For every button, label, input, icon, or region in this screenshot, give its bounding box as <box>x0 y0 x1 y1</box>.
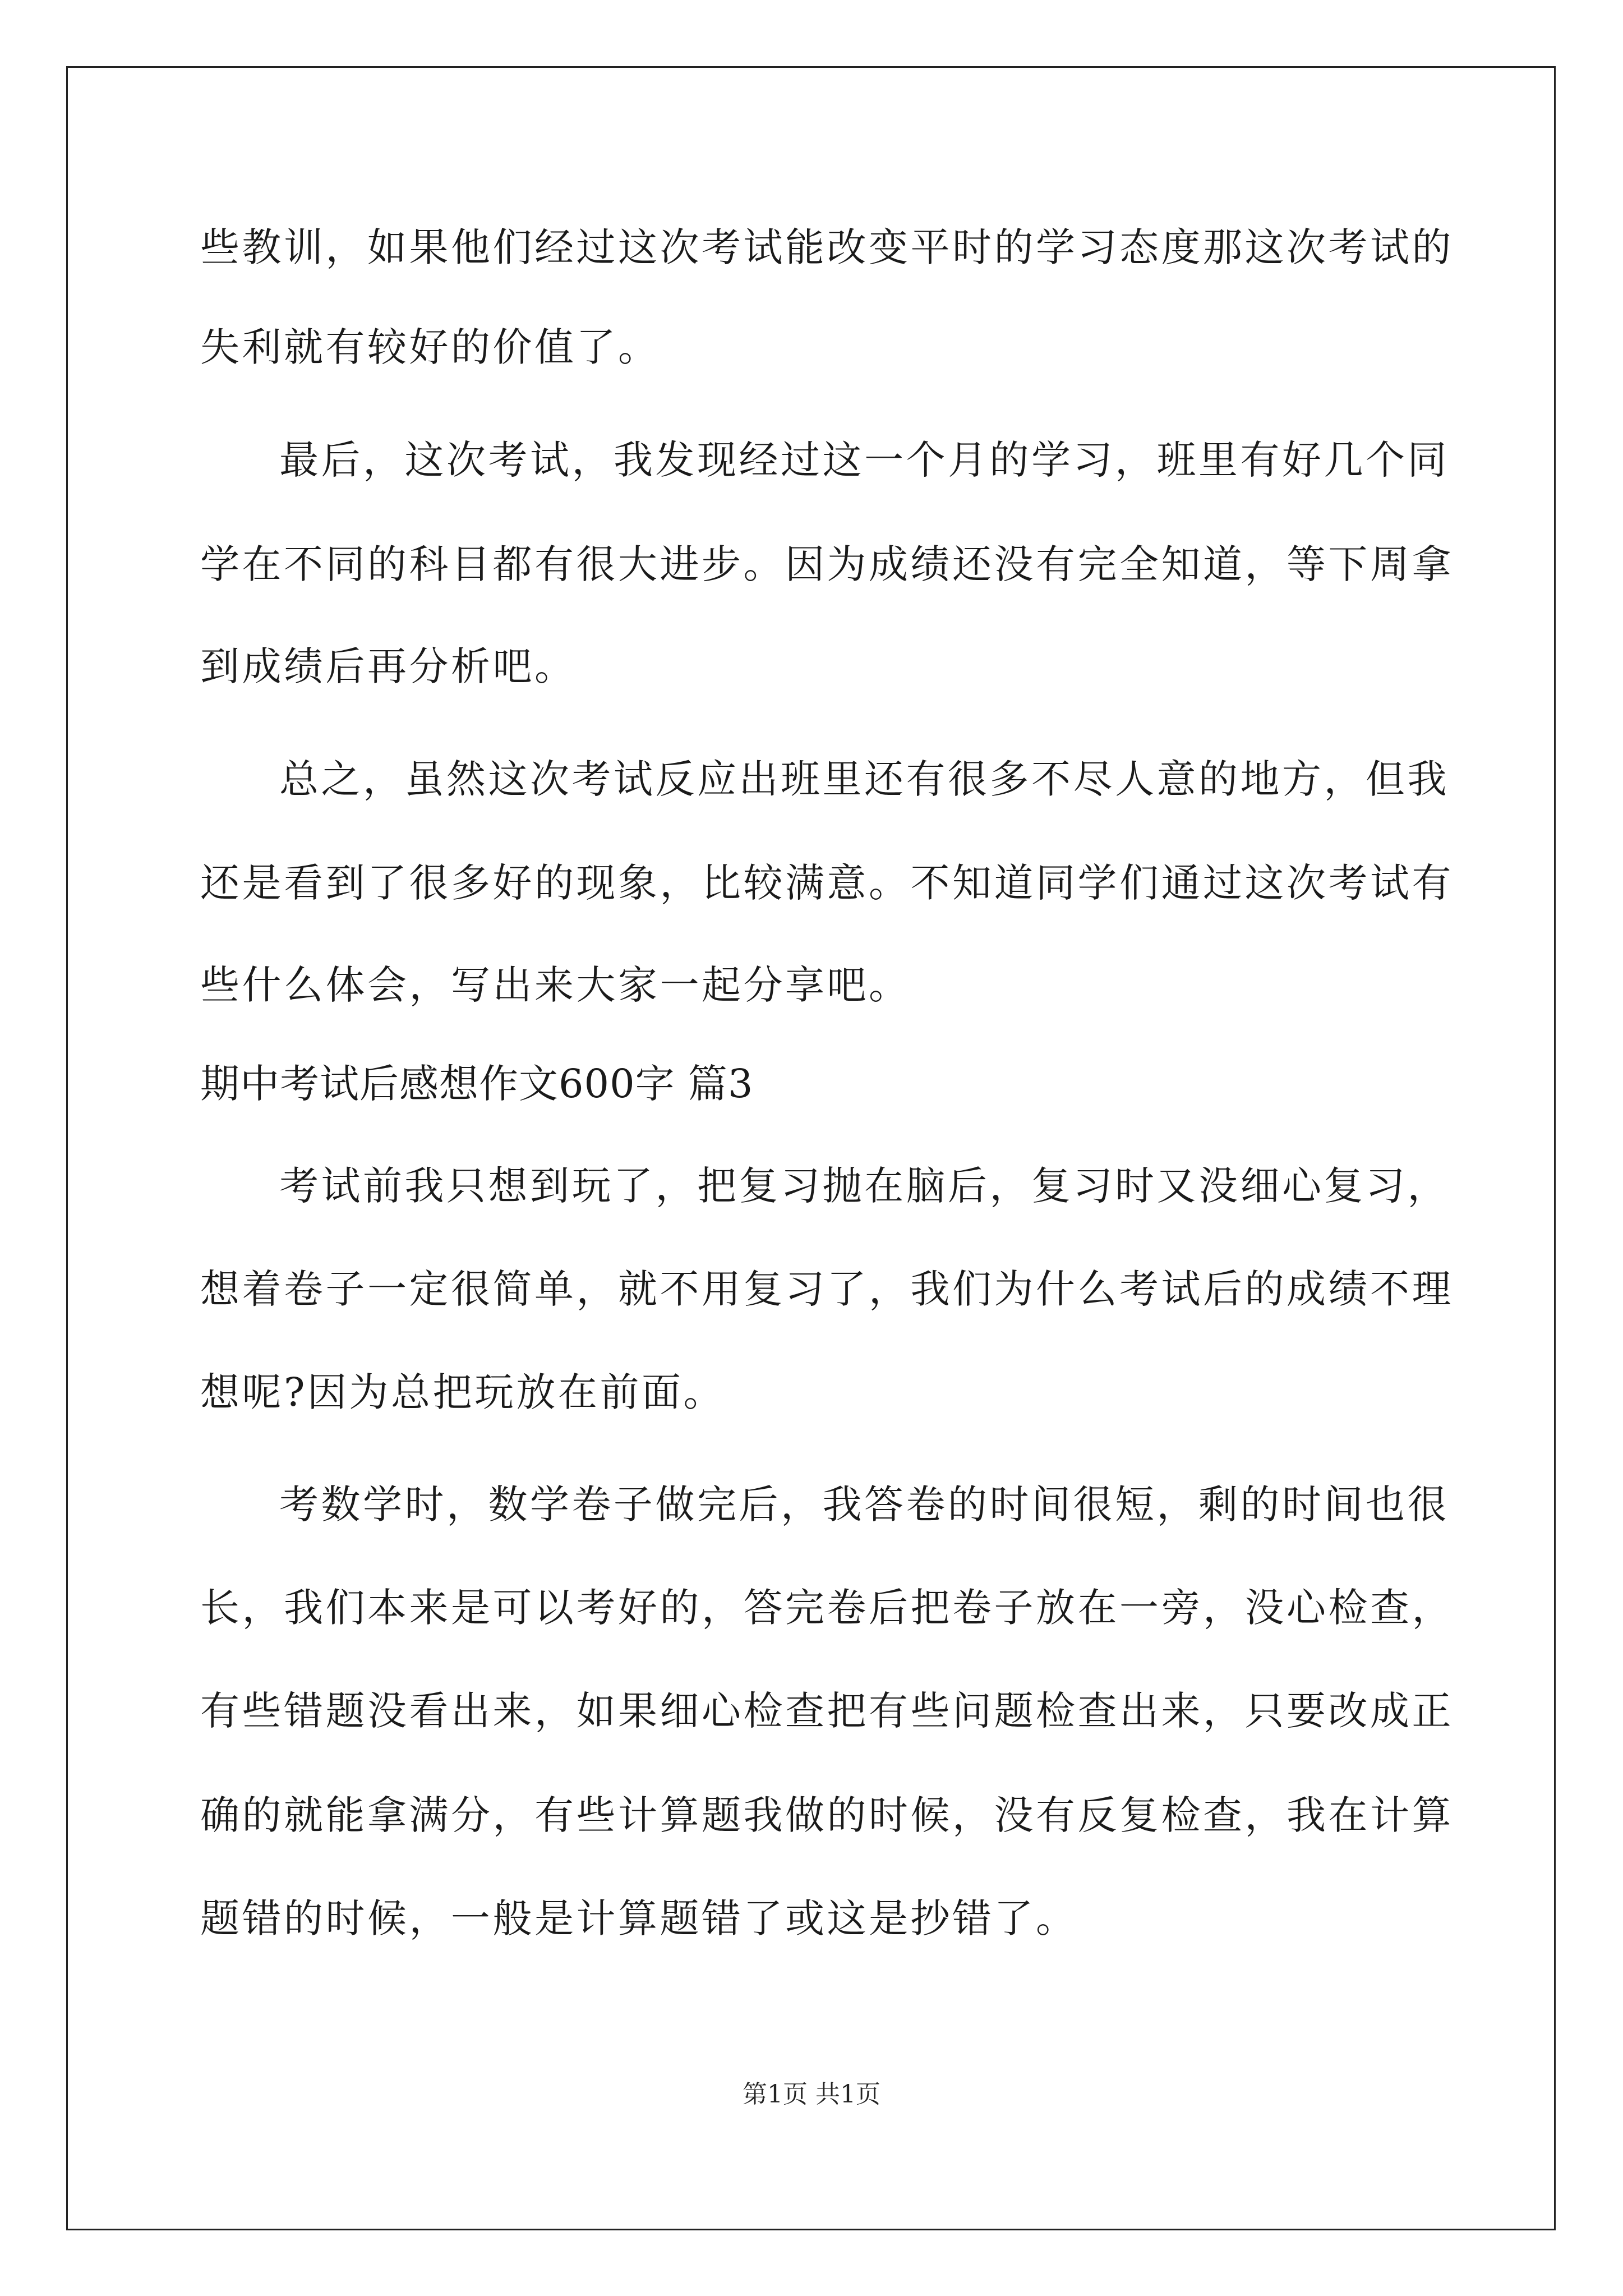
page-footer: 第1页 共1页 <box>743 2080 880 2109</box>
paragraph-line: 想呢?因为总把玩放在前面。 <box>200 1369 726 1415</box>
paragraph-line: 长，我们本来是可以考好的，答完卷后把卷子放在一旁，没心检查， <box>200 1585 1454 1631</box>
paragraph-line: 考试前我只想到玩了，把复习抛在脑后，复习时又没细心复习， <box>279 1163 1449 1209</box>
paragraph-line: 题错的时候，一般是计算题错了或这是抄错了。 <box>200 1895 1078 1941</box>
paragraph-line: 还是看到了很多好的现象，比较满意。不知道同学们通过这次考试有 <box>200 860 1454 906</box>
paragraph-line: 考数学时，数学卷子做完后，我答卷的时间很短，剩的时间也很 <box>279 1481 1449 1527</box>
paragraph-line: 想着卷子一定很简单，就不用复习了，我们为什么考试后的成绩不理 <box>200 1266 1454 1312</box>
section-heading: 期中考试后感想作文600字 篇3 <box>200 1061 754 1107</box>
paragraph-line: 总之，虽然这次考试反应出班里还有很多不尽人意的地方，但我 <box>279 756 1449 802</box>
paragraph-line: 些教训，如果他们经过这次考试能改变平时的学习态度那这次考试的 <box>200 224 1454 270</box>
paragraph-line: 最后，这次考试，我发现经过这一个月的学习，班里有好几个同 <box>279 437 1449 483</box>
paragraph-line: 失利就有较好的价值了。 <box>200 324 660 370</box>
paragraph-line: 学在不同的科目都有很大进步。因为成绩还没有完全知道，等下周拿 <box>200 541 1454 587</box>
paragraph-line: 有些错题没看出来，如果细心检查把有些问题检查出来，只要改成正 <box>200 1688 1454 1734</box>
paragraph-line: 确的就能拿满分，有些计算题我做的时候，没有反复检查，我在计算 <box>200 1792 1454 1838</box>
paragraph-line: 到成绩后再分析吧。 <box>200 643 577 689</box>
paragraph-line: 些什么体会，写出来大家一起分享吧。 <box>200 962 911 1008</box>
